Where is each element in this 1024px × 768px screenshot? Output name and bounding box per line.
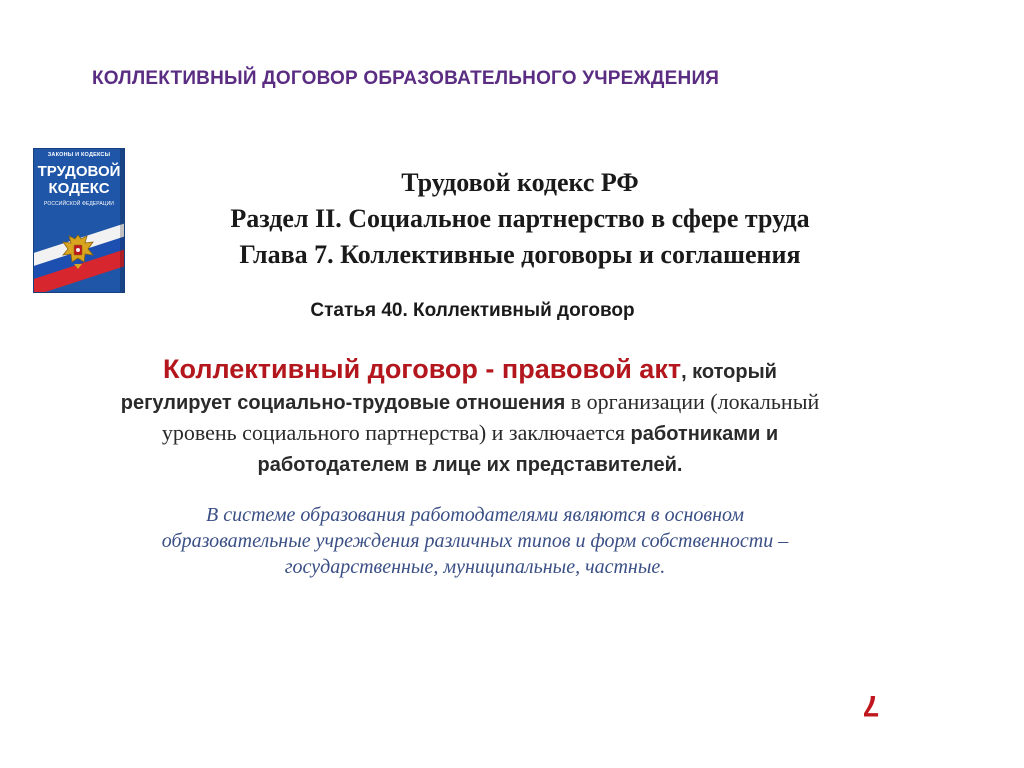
book-title-line-1: ТРУДОВОЙ [37, 163, 121, 180]
note-line-1: В системе образования работодателями являются в основном [205, 504, 745, 526]
article-title: Статья 40. Коллективный договор [310, 300, 635, 321]
definition-paragraph [100, 354, 840, 480]
note-line-2: образовательные учреждения различных типов и форм собственности – [161, 530, 789, 552]
coat-of-arms-icon [60, 231, 96, 271]
definition-part-1: , который [681, 361, 777, 383]
note-line-3: государственные, муниципальные, частные. [284, 556, 666, 578]
slide-title: КОЛЛЕКТИВНЫЙ ДОГОВОР ОБРАЗОВАТЕЛЬНОГО УЧРЕЖДЕНИЯ [92, 68, 720, 89]
book-subtitle: РОССИЙСКОЙ ФЕДЕРАЦИИ [44, 201, 114, 207]
page-number: 7 [862, 689, 880, 722]
chapter-title: Глава 7. Коллективные договоры и соглашения [239, 240, 801, 269]
education-note [90, 502, 860, 580]
section-title: Раздел II. Социальное партнерство в сфере труда [230, 204, 810, 233]
definition-part-4: работниками и работодателем в лице их представителей. [257, 423, 779, 476]
book-series-label: ЗАКОНЫ И КОДЕКСЫ [47, 152, 111, 158]
book-title-line-2: КОДЕКС [48, 180, 110, 197]
definition-part-3: в организации (локальный уровень социального партнерства) и заключается [161, 389, 820, 445]
definition-part-2: регулирует социально-трудовые отношения [120, 392, 566, 414]
definition-term: Коллективный договор - правовой акт [163, 354, 682, 384]
code-title: Трудовой кодекс РФ [401, 168, 639, 197]
